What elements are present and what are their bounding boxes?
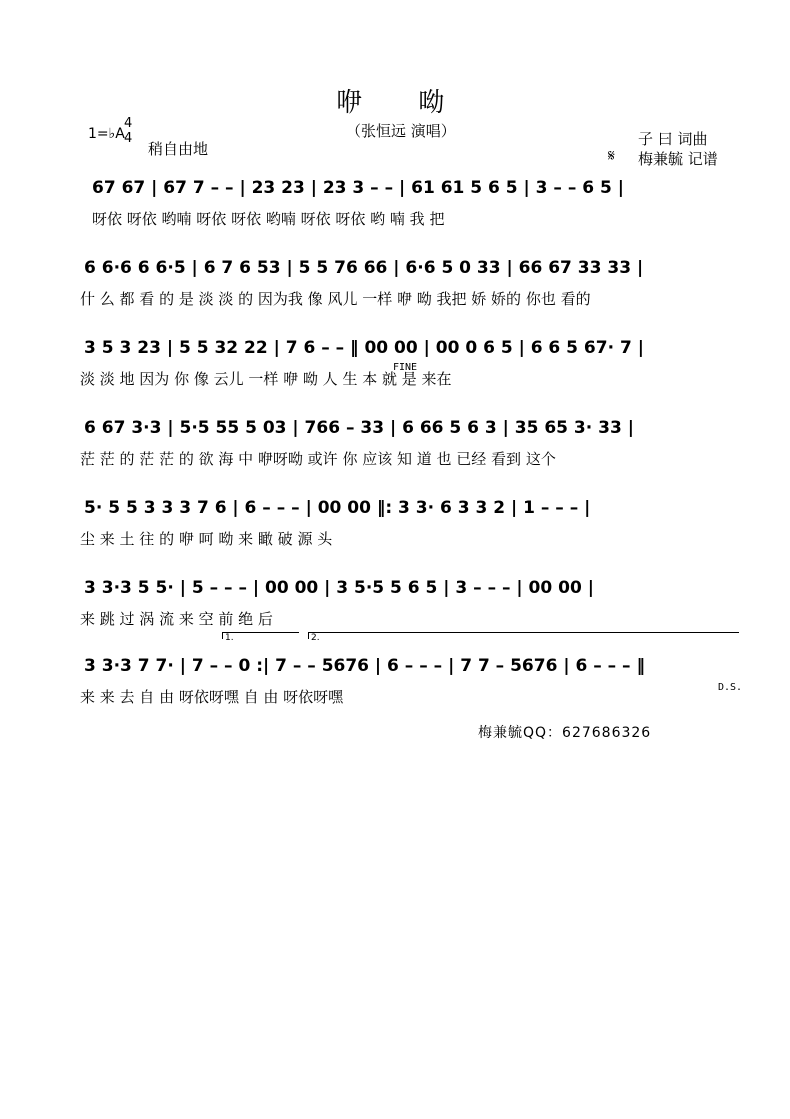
lyrics: 来 跳 过 涡 流 来 空 前 绝 后 (80, 610, 273, 628)
notes: 6 67 3·3 | 5·5 55 5 03 | 766 – 33 | 6 66 5 6 3 | 35 65 3· 33 | (84, 418, 634, 438)
tempo-marking: 稍自由地 (148, 140, 209, 158)
notes: 5· 5 5 3 3 3 7 6 | 6 – – – | 00 00 ‖: 3 3· 6 3 3 2 | 1 – – – | (84, 498, 591, 518)
lyrics: 什 么 都 看 的 是 淡 淡 的 因为我 像 风儿 一样 咿 呦 我把 娇 娇的 你也 看的 (80, 290, 591, 308)
score-line-3 (0, 332, 790, 402)
lyrics: 茫 茫 的 茫 茫 的 欲 海 中 咿呀呦 或许 你 应该 知 道 也 已经 看到 这个 (80, 450, 556, 468)
time-top: 4 (124, 116, 133, 131)
credit-lyrics: 子 曰 词曲 (638, 130, 708, 148)
notes: 67 67 | 67 7 – – | 23 23 | 23 3 – – | 61 61 5 6 5 | 3 – – 6 5 | (92, 178, 624, 198)
footer-contact: 梅兼毓QQ：627686326 (478, 725, 652, 741)
score-line-5 (0, 492, 790, 562)
key-signature: 1=♭A (88, 126, 125, 142)
notes: 3 3·3 7 7· | 7 – – 0 :| 7 – – 5676 | 6 – – – | 7 7 – 5676 | 6 – – – ‖ (84, 656, 645, 676)
score-line-1 (0, 172, 790, 242)
lyrics: 来 来 去 自 由 呀依呀嘿 自 由 呀依呀嘿 (80, 688, 344, 706)
notes: 3 3·3 5 5· | 5 – – – | 00 00 | 3 5·5 5 6 5 | 3 – – – | 00 00 | (84, 578, 594, 598)
score-line-7 (0, 633, 790, 720)
time-bottom: 4 (124, 131, 133, 146)
subtitle: （张恒远 演唱） (346, 122, 456, 140)
fine-marking: FINE (393, 362, 418, 373)
volta-1: 1. (222, 632, 299, 639)
ds-marking: D.S. (718, 682, 743, 693)
page-title: 咿 呦 (336, 88, 469, 118)
time-signature (124, 116, 132, 146)
notes: 6 6·6 6 6·5 | 6 7 6 53 | 5 5 76 66 | 6·6 5 0 33 | 66 67 33 33 | (84, 258, 644, 278)
volta-2: 2. (308, 632, 739, 639)
score-line-2 (0, 252, 790, 322)
score-line-4 (0, 412, 790, 482)
lyrics: 呀依 呀依 哟喃 呀依 呀依 哟喃 呀依 呀依 哟 喃 我 把 (92, 210, 445, 228)
credit-score: 梅兼毓 记谱 (638, 150, 718, 168)
notes: 3 5 3 23 | 5 5 32 22 | 7 6 – – ‖ 00 00 | 00 0 6 5 | 6 6 5 67· 7 | (84, 338, 644, 358)
lyrics: 尘 来 土 往 的 咿 呵 呦 来 瞰 破 源 头 (80, 530, 333, 548)
segno-icon: 𝄋 (608, 146, 615, 165)
lyrics: 淡 淡 地 因为 你 像 云儿 一样 咿 呦 人 生 本 就 是 来在 (80, 370, 452, 388)
